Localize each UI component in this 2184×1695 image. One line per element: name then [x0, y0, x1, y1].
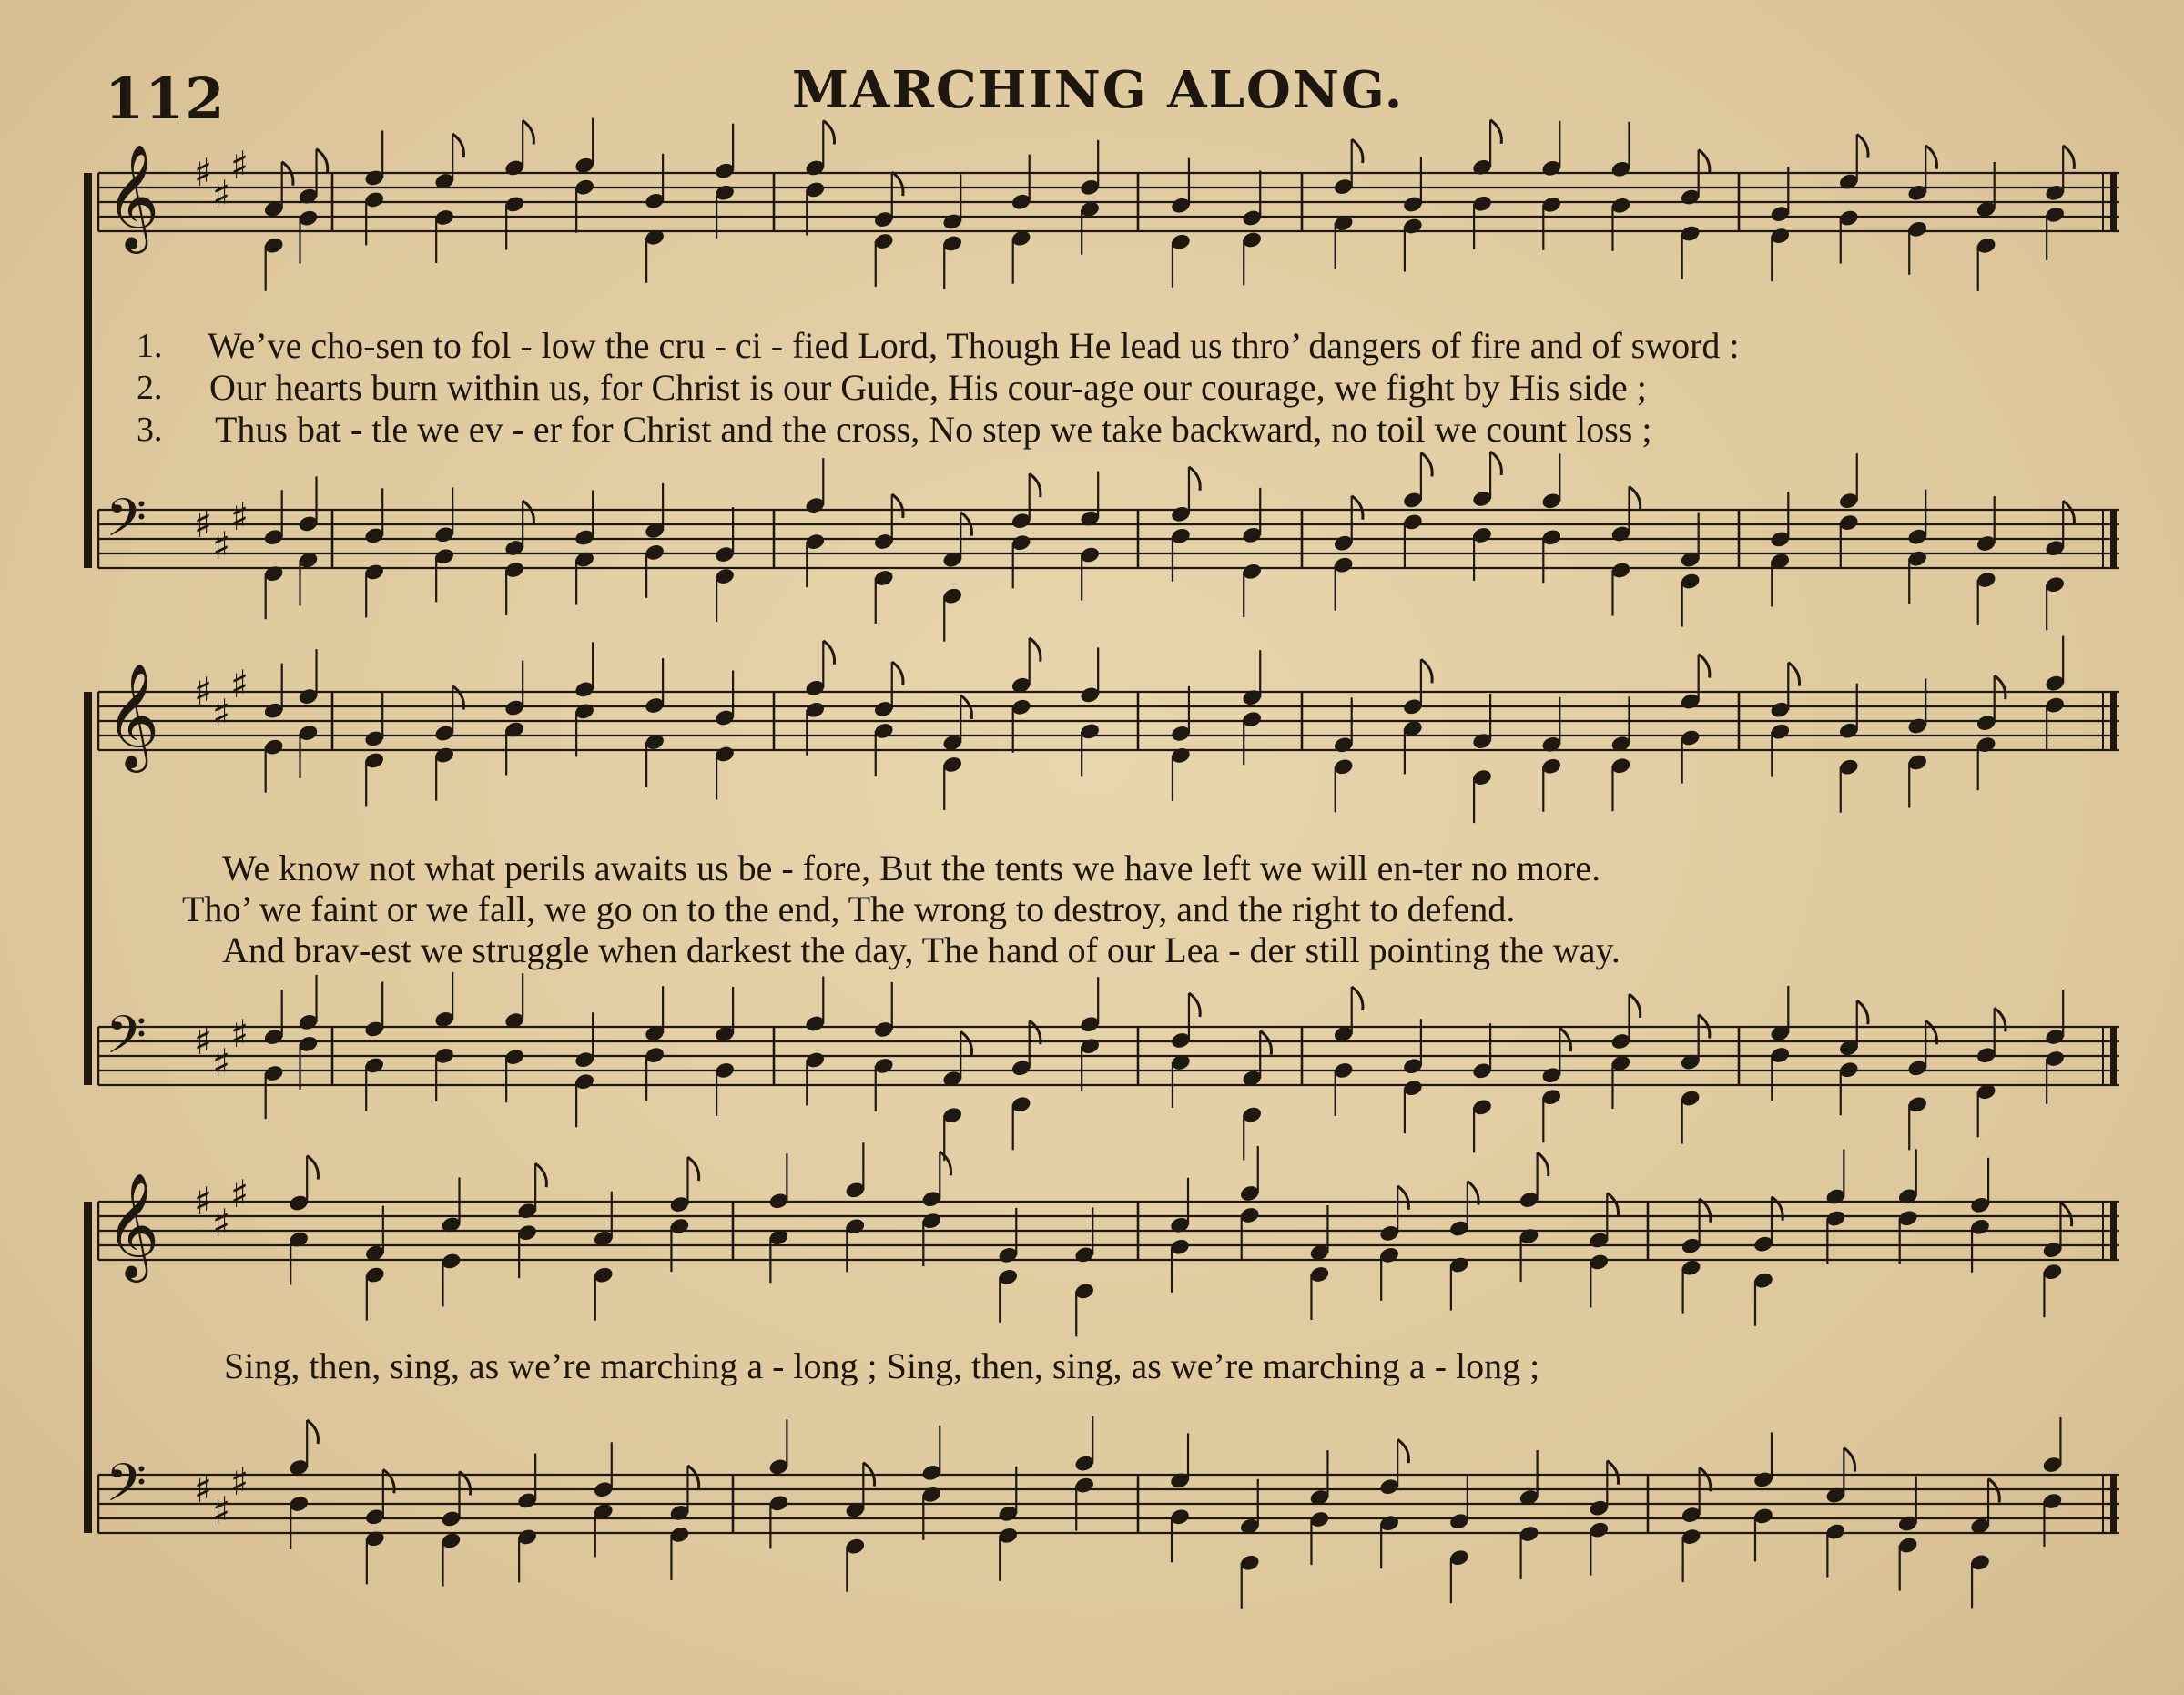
note-flag — [1629, 994, 1640, 1018]
final-bar-line — [2110, 1202, 2117, 1260]
note-flag — [940, 1152, 950, 1175]
note-flag — [1538, 1152, 1549, 1176]
note-flag — [1607, 1193, 1618, 1216]
note-flag — [1857, 1000, 1868, 1024]
note-flag — [1995, 675, 2006, 699]
note-flag — [523, 501, 533, 524]
note-flag — [1607, 1461, 1618, 1485]
final-bar-line — [2110, 510, 2117, 568]
note-flag — [1699, 150, 1710, 174]
note-flag — [1260, 1031, 1271, 1055]
note-flag — [1490, 452, 1501, 475]
verse-number-2: 2. — [137, 369, 163, 407]
verse-number-1: 1. — [137, 327, 163, 365]
note-flag — [687, 1466, 698, 1489]
sharp-sign: ♯ — [230, 1011, 249, 1056]
note-flag — [892, 662, 903, 685]
bass-clef: 𝄢 — [106, 1452, 147, 1527]
verse-2-line-2: Tho’ we faint or we fall, we go on to the end, The wrong to destroy, and the right to defend. — [182, 888, 1516, 929]
note-flag — [1788, 663, 1799, 686]
sharp-sign: ♯ — [212, 1040, 231, 1085]
note-flag — [2063, 501, 2074, 524]
treble-clef: 𝄞 — [106, 1172, 160, 1278]
sharp-sign: ♯ — [194, 502, 213, 546]
system-bar-line — [84, 692, 92, 1085]
sharp-sign: ♯ — [194, 669, 213, 714]
verse-number-3: 3. — [137, 411, 163, 449]
verse-3-line-1: Thus bat - tle we ev - er for Christ and the cross, No step we take backward, no toil we count loss ; — [215, 409, 1652, 450]
final-bar-line — [2110, 1027, 2117, 1085]
note-flag — [452, 134, 463, 157]
verse-1-line-2: We know not what perils awaits us be - fore, But the tents we have left we will en-ter no more. — [222, 848, 1601, 888]
note-flag — [960, 1031, 971, 1055]
sharp-sign: ♯ — [230, 662, 249, 706]
sharp-sign: ♯ — [230, 1459, 249, 1504]
note-flag — [823, 120, 834, 144]
note-flag — [1397, 1186, 1408, 1210]
bass-clef: 𝄢 — [106, 487, 147, 562]
note-flag — [1629, 487, 1640, 511]
note-flag — [1189, 993, 1200, 1017]
verse-3-line-2: And brav-est we struggle when darkest the day, The hand of our Lea - der still pointing the way. — [222, 929, 1620, 970]
sharp-sign: ♯ — [212, 1488, 231, 1533]
note-flag — [687, 1157, 698, 1181]
sharp-sign: ♯ — [194, 1467, 213, 1511]
note-flag — [307, 1156, 318, 1180]
note-flag — [535, 1163, 546, 1187]
note-flag — [1995, 1008, 2006, 1031]
note-flag — [1397, 1439, 1408, 1463]
treble-clef: 𝄞 — [106, 662, 160, 768]
note-flag — [1988, 1478, 1999, 1502]
note-flag — [892, 494, 903, 518]
note-flag — [1030, 473, 1041, 497]
sharp-sign: ♯ — [230, 494, 249, 539]
note-flag — [1490, 120, 1501, 144]
final-bar-line — [2110, 173, 2117, 231]
note-flag — [523, 120, 533, 144]
sharp-sign: ♯ — [212, 1201, 231, 1245]
sharp-sign: ♯ — [194, 1019, 213, 1063]
note-flag — [1352, 139, 1363, 163]
sharp-sign: ♯ — [212, 172, 231, 217]
note-flag — [2060, 1203, 2071, 1226]
note-flag — [1844, 1448, 1854, 1472]
refrain-line: Sing, then, sing, as we’re marching a - long ; Sing, then, sing, as we’re marching a - long ; — [224, 1345, 1540, 1386]
sharp-sign: ♯ — [212, 691, 231, 736]
note-flag — [1189, 467, 1200, 491]
note-flag — [1559, 1028, 1570, 1051]
note-flag — [1352, 987, 1363, 1010]
sharp-sign: ♯ — [194, 1179, 213, 1223]
note-flag — [1925, 146, 1936, 169]
verse-2-line-1: Our hearts burn within us, for Christ is our Guide, His cour-age our courage, we fight by His side ; — [209, 367, 1647, 408]
note-flag — [823, 641, 834, 665]
note-flag — [307, 1420, 318, 1444]
sharp-sign: ♯ — [230, 1172, 249, 1216]
hymn-title: MARCHING ALONG. — [792, 60, 1405, 120]
note-flag — [1421, 452, 1432, 476]
sharp-sign: ♯ — [230, 143, 249, 188]
note-flag — [317, 149, 328, 173]
bass-clef: 𝄢 — [106, 1004, 147, 1079]
page-number: 112 — [105, 66, 226, 132]
note-flag — [892, 172, 903, 196]
final-bar-line — [2110, 1475, 2117, 1533]
system-bar-line — [84, 173, 92, 568]
note-flag — [1352, 496, 1363, 520]
sharp-sign: ♯ — [194, 150, 213, 195]
system-bar-line — [84, 1202, 92, 1533]
verse-1-line-1: We’ve cho-sen to fol - low the cru - ci - fied Lord, Though He lead us thro’ dangers of fire and of sword : — [208, 325, 1740, 366]
note-flag — [2063, 146, 2074, 169]
final-bar-line — [2110, 692, 2117, 750]
note-flag — [1857, 135, 1868, 158]
sharp-sign: ♯ — [212, 523, 231, 568]
note-flag — [1700, 1467, 1711, 1491]
note-flag — [1030, 638, 1041, 662]
treble-clef: 𝄞 — [106, 143, 160, 249]
note-flag — [1699, 655, 1710, 678]
note-flag — [1421, 659, 1432, 683]
